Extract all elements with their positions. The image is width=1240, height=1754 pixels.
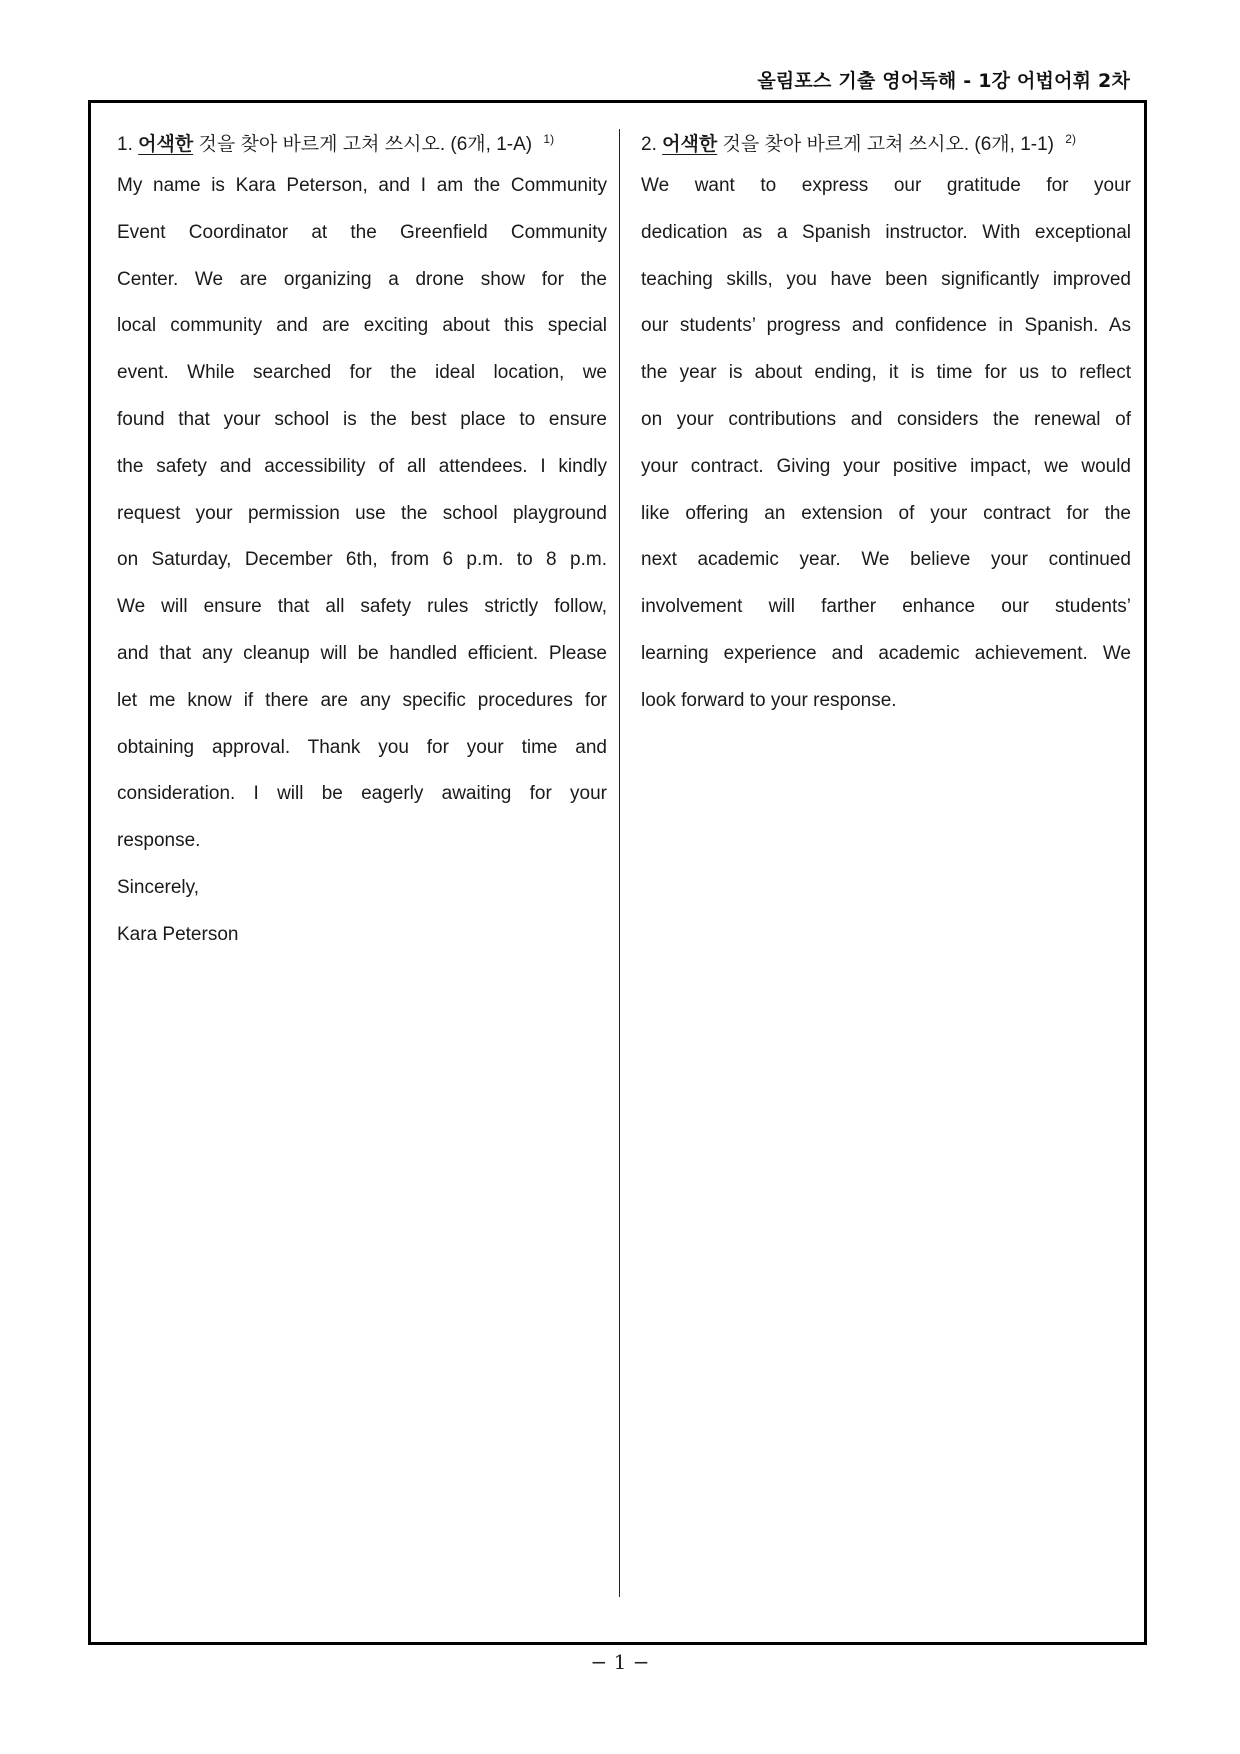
question-2-number: 2. <box>641 134 657 155</box>
question-1-instruction: 것을 찾아 바르게 고쳐 쓰시오. (6개, 1-A) <box>198 134 533 155</box>
passage-1-line: Center. We are organizing a drone show for the <box>117 268 607 290</box>
passage-1-line: the safety and accessibility of all attendees. I kindly <box>117 455 607 477</box>
passage-2-line: dedication as a Spanish instructor. With exceptional <box>641 221 1131 243</box>
passage-2-line: look forward to your response. <box>641 689 897 711</box>
question-2 <box>641 119 1131 728</box>
passage-1-line: on Saturday, December 6th, from 6 p.m. to 8 p.m. <box>117 549 607 571</box>
page-number: − 1 − <box>590 1650 650 1674</box>
passage-2-line: your contract. Giving your positive impact, we would <box>641 455 1131 477</box>
passage-1-line: let me know if there are any specific procedures for <box>117 689 607 711</box>
passage-1-line: event. While searched for the ideal location, we <box>117 362 607 384</box>
question-1 <box>117 119 607 962</box>
passage-2-line: involvement will farther enhance our students’ <box>641 596 1131 618</box>
passage-2-line: on your contributions and considers the renewal of <box>641 408 1131 430</box>
question-1-footnote: 1) <box>543 132 555 146</box>
passage-1-line: obtaining approval. Thank you for your time and <box>117 736 607 758</box>
passage-1-line: and that any cleanup will be handled efficient. Please <box>117 642 607 664</box>
passage-2-line: We want to express our gratitude for your <box>641 175 1131 196</box>
passage-1-closing: Sincerely, <box>117 876 200 898</box>
passage-2-line: like offering an extension of your contract for the <box>641 502 1131 524</box>
passage-1-line: local community and are exciting about this special <box>117 315 607 337</box>
passage-1-line: We will ensure that all safety rules strictly follow, <box>117 596 607 618</box>
passage-1-line: Event Coordinator at the Greenfield Community <box>117 221 607 243</box>
passage-2-line: our students’ progress and confidence in Spanish. As <box>641 315 1131 337</box>
question-2-heading <box>641 119 1131 166</box>
question-2-instruction: 것을 찾아 바르게 고쳐 쓰시오. (6개, 1-1) <box>722 134 1054 155</box>
passage-1-line: My name is Kara Peterson, and I am the Community <box>117 175 607 196</box>
question-2-footnote: 2) <box>1065 132 1076 146</box>
page-header-title: 올림포스 기출 영어독해 - 1강 어법어휘 2차 <box>757 70 1130 92</box>
passage-2-line: the year is about ending, it is time for us to reflect <box>641 362 1131 384</box>
question-2-keyword: 어색한 <box>662 134 718 155</box>
passage-2-line: learning experience and academic achievement. We <box>641 642 1131 664</box>
passage-1-line: response. <box>117 830 201 852</box>
question-1-heading <box>117 119 607 166</box>
passage-1-line: request your permission use the school playground <box>117 502 607 524</box>
passage-2-line: next academic year. We believe your continued <box>641 549 1131 571</box>
column-divider <box>619 129 620 1597</box>
question-1-number: 1. <box>117 134 133 155</box>
passage-1-line: found that your school is the best place to ensure <box>117 408 607 430</box>
passage-2-line: teaching skills, you have been significantly improved <box>641 268 1131 290</box>
question-1-keyword: 어색한 <box>138 134 194 155</box>
passage-1-signature: Kara Peterson <box>117 923 239 945</box>
passage-1-line: consideration. I will be eagerly awaiting for your <box>117 783 607 805</box>
